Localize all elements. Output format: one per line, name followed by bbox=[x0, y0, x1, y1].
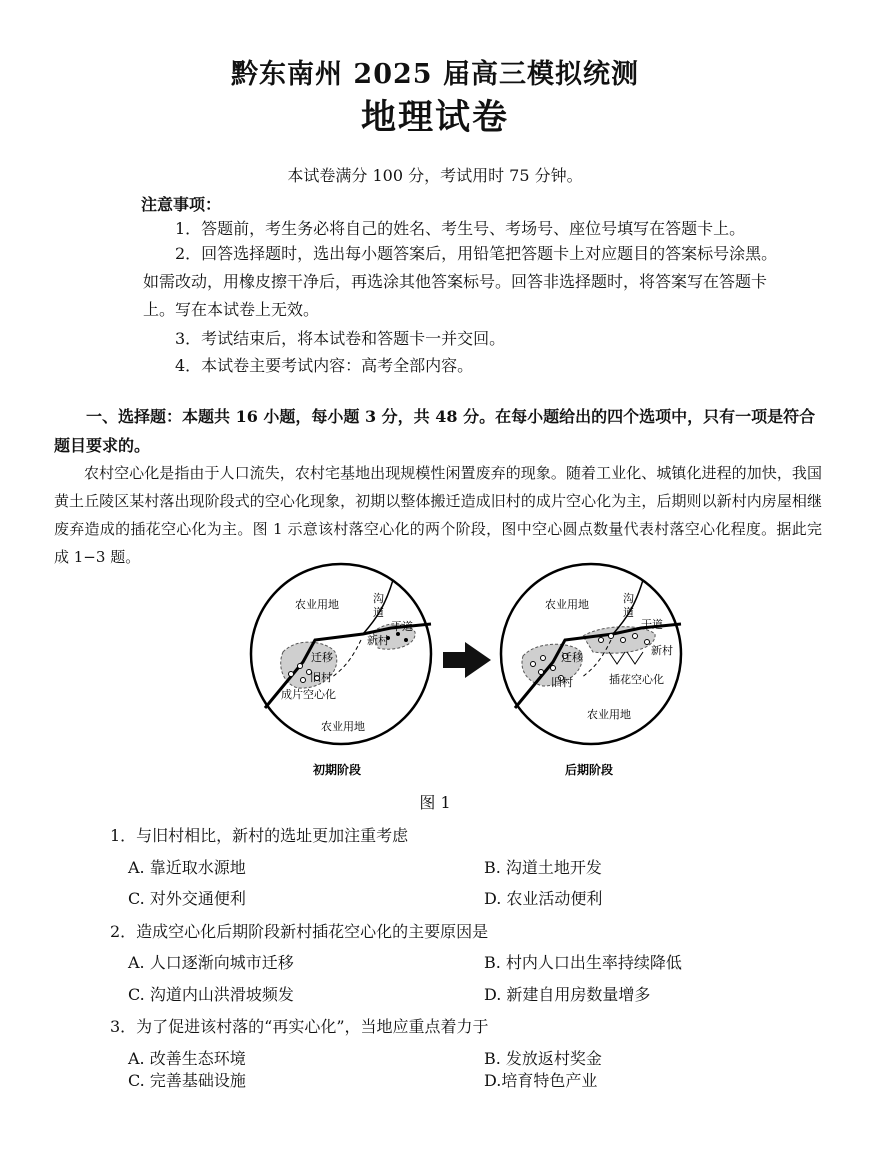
stage-early-diagram bbox=[251, 564, 431, 777]
question-3-option-a: A. 改善生态环境 bbox=[128, 1049, 246, 1068]
question-2-option-a: A. 人口逐渐向城市迁移 bbox=[128, 953, 294, 972]
exam-intro: 本试卷满分 100 分，考试用时 75 分钟。 bbox=[287, 166, 583, 185]
question-3-stem: 3．为了促进该村落的“再实心化”，当地应重点着力于 bbox=[110, 1017, 489, 1036]
figure-caption: 图 1 bbox=[419, 793, 451, 812]
note-item-1: 1．答题前，考生务必将自己的姓名、考生号、考场号、座位号填写在答题卡上。 bbox=[175, 219, 746, 238]
question-3-option-b: B. 发放返村奖金 bbox=[484, 1049, 602, 1068]
question-1-option-c: C. 对外交通便利 bbox=[128, 889, 246, 908]
question-3-option-d: D.培育特色产业 bbox=[484, 1071, 598, 1090]
subject-title: 地理试卷 bbox=[360, 97, 509, 138]
question-1-option-a: A. 靠近取水源地 bbox=[128, 858, 246, 877]
note-item-4: 4．本试卷主要考试内容：高考全部内容。 bbox=[175, 356, 474, 375]
section-heading: 一、选择题：本题共 16 小题，每小题 3 分，共 48 分。在每小题给出的四个选项中，只有一项是符合题目要求的。 bbox=[54, 407, 816, 455]
label-farm-top-late: 农业用地 bbox=[545, 598, 589, 611]
exam-title: 黔东南州 2025 届高三模拟统测 bbox=[231, 59, 639, 90]
label-gully-1-late: 沟 bbox=[623, 592, 634, 605]
stage-late-diagram bbox=[501, 564, 681, 777]
label-hollow-early: 成片空心化 bbox=[281, 688, 336, 701]
question-3-option-c: C. 完善基础设施 bbox=[128, 1071, 246, 1090]
label-gully-2-early: 道 bbox=[373, 606, 384, 619]
question-2-option-c: C. 沟道内山洪滑坡频发 bbox=[128, 985, 294, 1004]
note-item-3: 3．考试结束后，将本试卷和答题卡一并交回。 bbox=[175, 329, 506, 348]
label-farm-top-early: 农业用地 bbox=[295, 598, 339, 611]
label-migrate-late: 迁移 bbox=[561, 651, 583, 664]
question-2-option-d: D. 新建自用房数量增多 bbox=[484, 985, 651, 1004]
label-new-village-late: 新村 bbox=[651, 644, 673, 657]
label-migrate-early: 迁移 bbox=[311, 651, 333, 664]
label-gully-1-early: 沟 bbox=[373, 592, 384, 605]
label-stage-early: 初期阶段 bbox=[313, 763, 362, 777]
arrow-icon bbox=[443, 642, 491, 678]
note-item-2: 2．回答选择题时，选出每小题答案后，用铅笔把答题卡上对应题目的答案标号涂黑。如需改动，用橡皮擦干净后，再选涂其他答案标号。回答非选择题时，将答案写在答题卡上。写在本试卷上无效。 bbox=[143, 244, 778, 319]
question-1-stem: 1．与旧村相比，新村的选址更加注重考虑 bbox=[110, 826, 409, 845]
label-stage-late: 后期阶段 bbox=[565, 763, 614, 777]
passage: 农村空心化是指由于人口流失，农村宅基地出现规模性闲置废弃的现象。随着工业化、城镇化进程的加快，我国黄土丘陵区某村落出现阶段式的空心化现象，初期以整体搬迁造成旧村的成片空心化为主，后期则以新村内房屋相继废弃造成的插花空心化为主。图 1 示意该村落空心化的两个阶段，图中空心圆点数量代表村落空心化程度。据此完成 1−3 题。 bbox=[54, 464, 822, 566]
question-2-stem: 2．造成空心化后期阶段新村插花空心化的主要原因是 bbox=[110, 922, 489, 941]
label-farm-bottom-early: 农业用地 bbox=[321, 720, 365, 733]
figure-1 bbox=[243, 560, 683, 786]
question-2-option-b: B. 村内人口出生率持续降低 bbox=[484, 953, 682, 972]
label-old-village-early: 旧村 bbox=[310, 671, 332, 684]
question-1-option-d: D. 农业活动便利 bbox=[484, 889, 603, 908]
question-1-option-b: B. 沟道土地开发 bbox=[484, 858, 602, 877]
notes-heading: 注意事项： bbox=[141, 195, 222, 214]
label-gully-2-late: 道 bbox=[623, 606, 634, 619]
label-farm-bottom-late: 农业用地 bbox=[587, 708, 631, 721]
label-new-village-early: 新村 bbox=[367, 634, 389, 647]
label-old-village-late: 旧村 bbox=[551, 676, 573, 689]
label-road-late: 干道 bbox=[641, 618, 663, 631]
label-hollow-late: 插花空心化 bbox=[609, 673, 664, 686]
label-road-early: 干道 bbox=[391, 620, 413, 633]
